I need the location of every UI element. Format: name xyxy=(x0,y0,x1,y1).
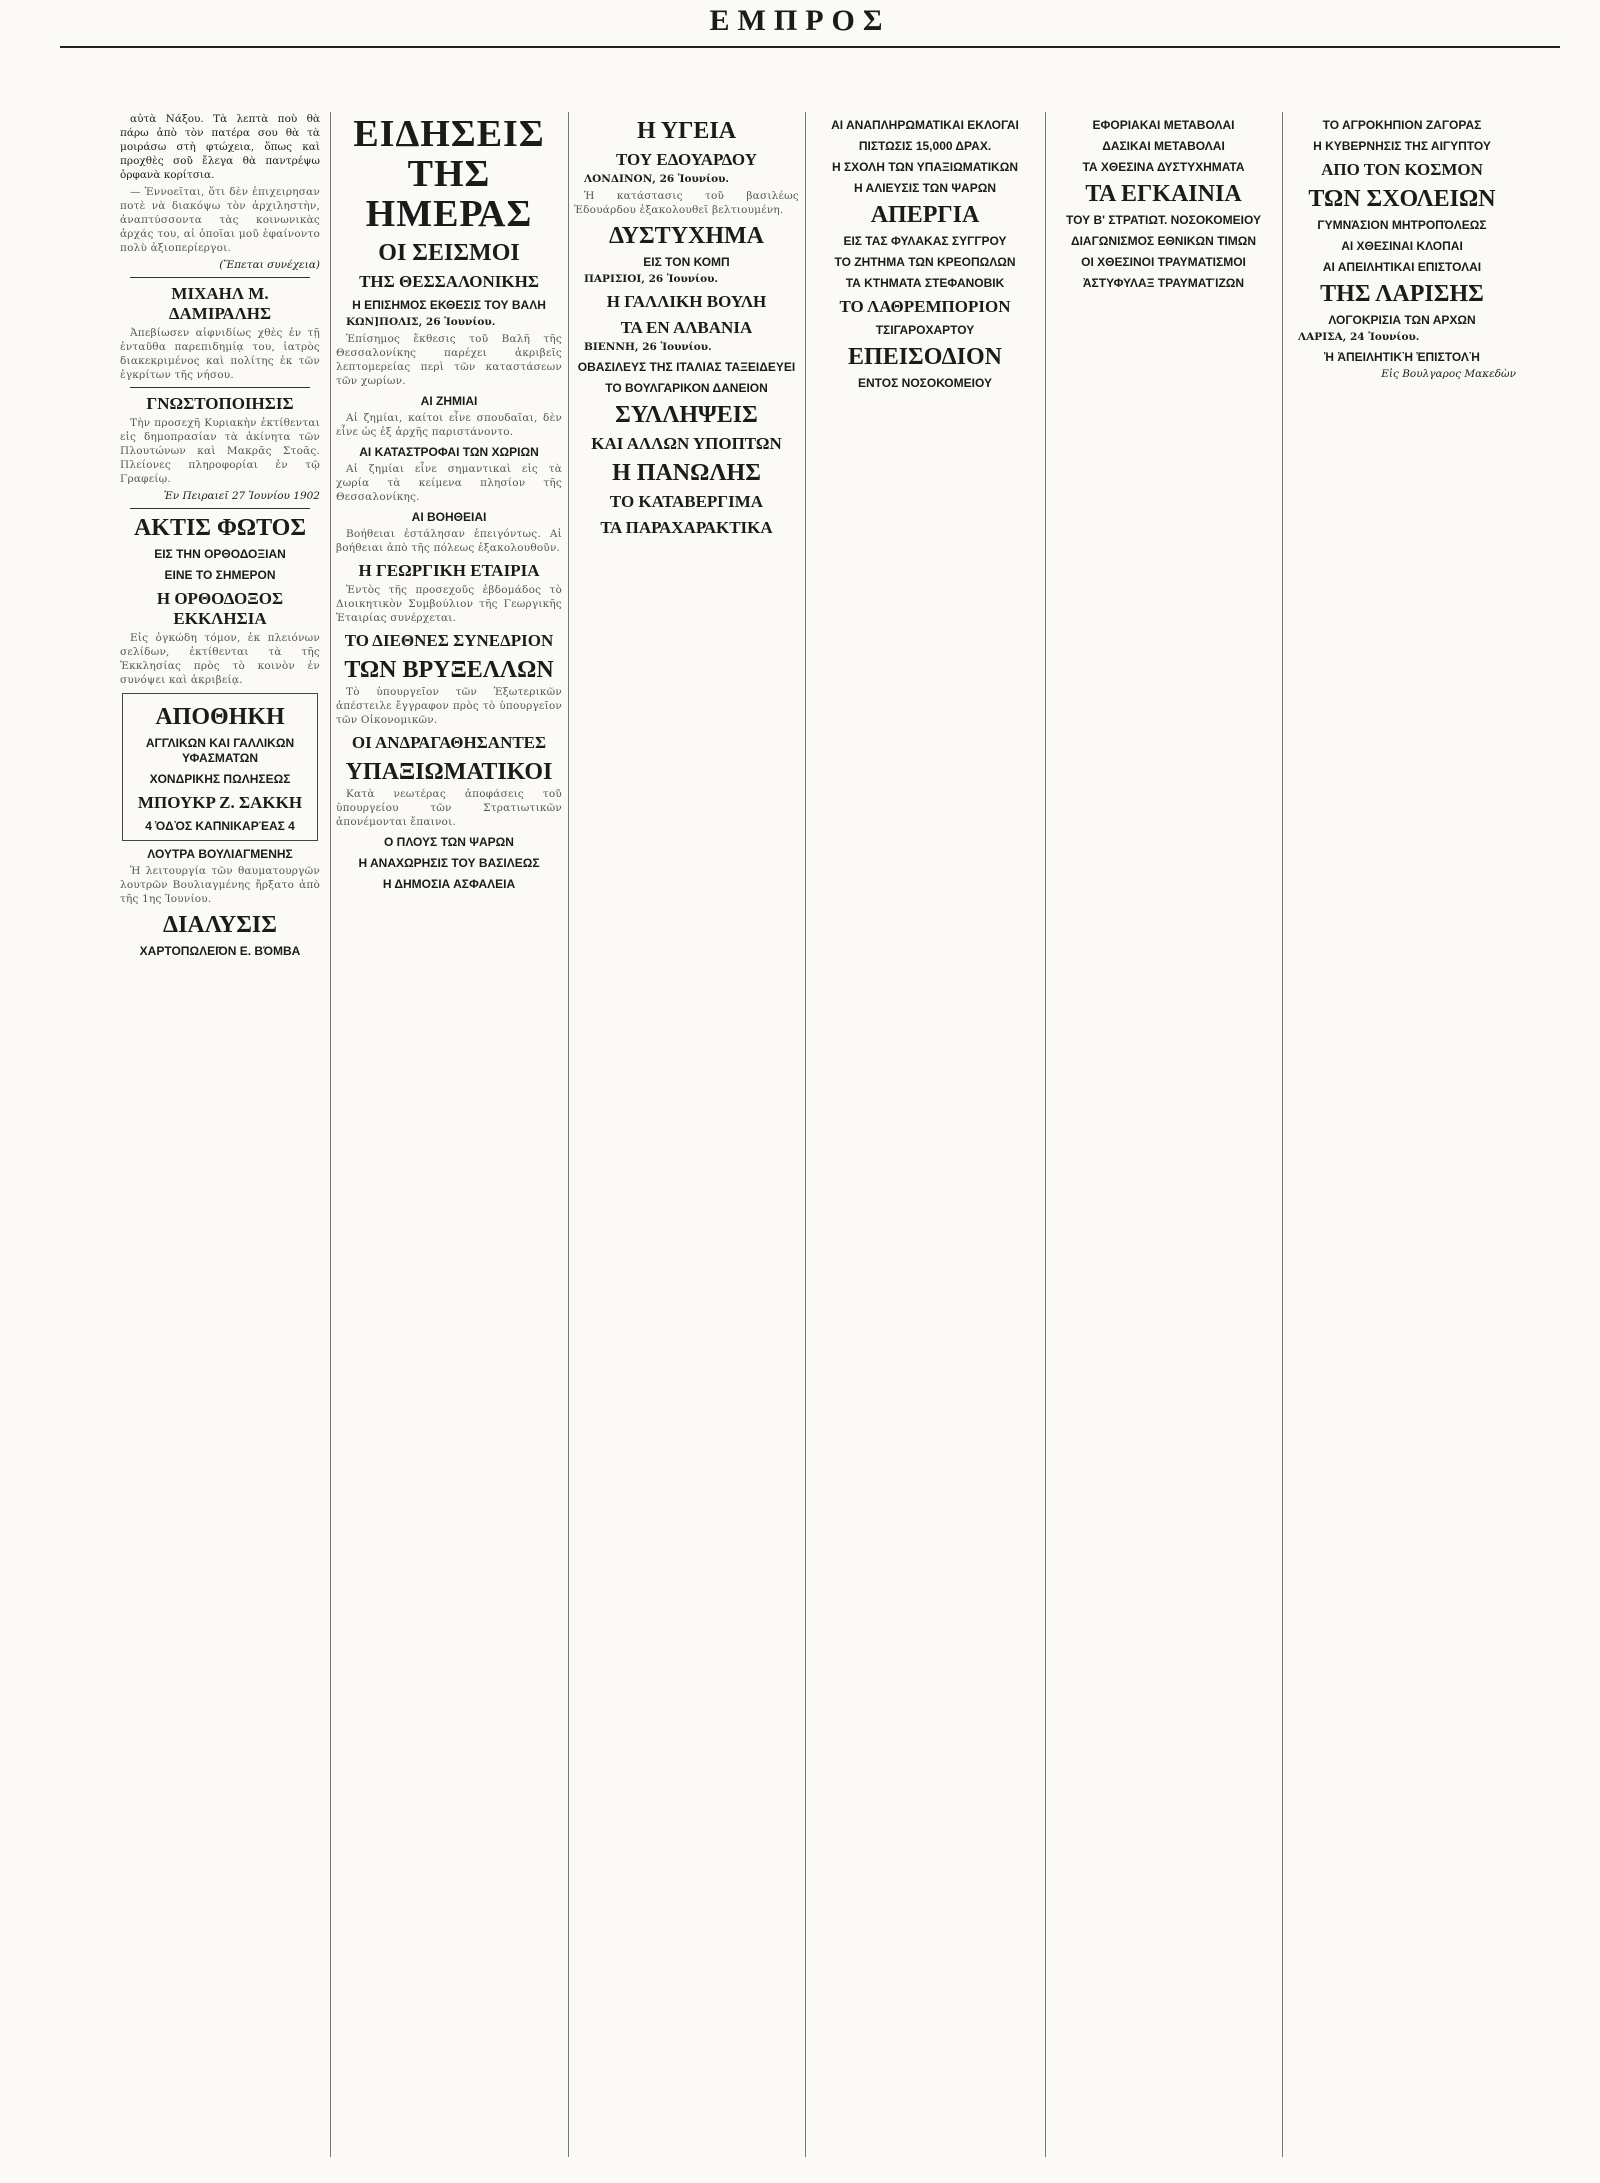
letters-subtitle: ΤΗΣ ΛΑΡΙΣΗΣ xyxy=(1320,281,1484,307)
damage-body: Αἱ ζημίαι, καίτοι εἶνε σπουδαῖαι, δὲν εἶνε ὡς ἐξ ἀρχῆς παριστάνοντο. xyxy=(336,412,562,438)
report-body: Ἐπίσημος ἔκθεσις τοῦ Βαλῆ τῆς Θεσσαλονίκης παρέχει ἀκριβεῖς λεπτομερείας περὶ τῶν καταστάσεων τῶν χωρίων. xyxy=(336,333,562,387)
agri-body: Ἐντὸς τῆς προσεχοῦς ἑβδομάδος τὸ Διοικητικὸν Συμβούλιον τῆς Γεωργικῆς Ἑταιρίας συνέρχεται. xyxy=(336,584,562,624)
trip-title: ΟΒΑΣΙΛΕΥΣ ΤΗΣ ΙΤΑΛΙΑΣ ΤΑΞΕΙΔΕΥΕΙ xyxy=(577,360,796,374)
chutes-title: ΤΑ ΧΘΕΣΙΝΑ ΔΥΣΤΥΧΗΜΑΤΑ xyxy=(1082,160,1245,174)
health-dateline: ΛΟΝΔΙΝΟΝ, 26 Ἰουνίου. xyxy=(584,173,730,185)
column-1 xyxy=(120,112,320,2152)
elections-title: ΑΙ ΑΝΑΠΛΗΡΩΜΑΤΙΚΑΙ ΕΚΛΟΓΑΙ xyxy=(831,118,1019,132)
strike-title: ΑΠΕΡΓΙΑ xyxy=(870,202,980,228)
opening-title: ΤΑ ΕΓΚΑΙΝΙΑ xyxy=(1085,181,1242,207)
threat-title: Ἡ ἈΠΕΙΛΗΤΙΚῊ ἘΠΙΣΤΟΛῊ xyxy=(1324,350,1480,364)
baths-body: Ἡ λειτουργία τῶν θαυματουργῶν λουτρῶν Βουλιαγμένης ἤρξατο ἀπὸ τῆς 1ης Ἰουνίου. xyxy=(120,865,320,905)
ad-name: ΜΠΟΥΚΡ Ζ. ΣΑΚΚΗ xyxy=(137,793,303,812)
damage-title: ΑΙ ΖΗΜΙΑΙ xyxy=(420,394,478,408)
accident-title: ΔΥΣΤΥΧΗΜΑ xyxy=(608,223,765,249)
rays-subtitle-2: ΕΙΝΕ ΤΟ ΣΗΜΕΡΟΝ xyxy=(164,568,276,582)
lottery-title: ΤΟ ΛΑΘΡΕΜΠΟΡΙΟΝ xyxy=(839,297,1011,316)
agri-title: Η ΓΕΩΡΓΙΚΗ ΕΤΑΙΡΙΑ xyxy=(358,561,540,580)
church-body: Εἰς ὀγκώδη τόμον, ἐκ πλειόνων σελίδων, ἐκτίθενται τὰ τῆς Ἐκκλησίας πρὸς τὸ κοινὸν ἐν συνόψει καὶ ἀκριβείᾳ. xyxy=(120,632,320,686)
ad-subtitle-2: ΧΟΝΔΡΙΚΗΣ ΠΩΛΗΣΕΩΣ xyxy=(149,772,291,786)
serial-body: — Ἐννοεῖται, ὅτι δὲν ἐπιχειρησαν ποτὲ νὰ διακόψω τὸν ἀρχιληστὴν, ἀναπτύσσοντα τὰς κοινωνικὰς ἀρχάς του, αἱ ὁποῖαι μοῦ ἐφαίνοντο πολὺ ἀξιοπερίεργοι. xyxy=(120,186,320,254)
schools-subtitle: ΤΩΝ ΣΧΟΛΕΙΩΝ xyxy=(1308,186,1496,212)
masthead-rule xyxy=(60,46,1560,48)
divider xyxy=(130,387,310,388)
officers-title: ΟΙ ΑΝΔΡΑΓΑΘΗΣΑΝΤΕΣ xyxy=(351,733,547,752)
divider xyxy=(130,508,310,509)
elections-subtitle: ΠΙΣΤΩΣΙΣ 15,000 ΔΡΑΧ. xyxy=(858,139,992,153)
officers-body: Κατὰ νεωτέρας ἀποφάσεις τοῦ ὑπουργείου τῶν Στρατιωτικῶν ἀπονέμονται ἔπαινοι. xyxy=(336,788,562,828)
column-divider xyxy=(568,112,569,2157)
brussels-subtitle: ΤΩΝ ΒΡΥΞΕΛΛΩΝ xyxy=(344,657,554,683)
dissolution-name: ΧΑΡΤΟΠΩΛΕΙ͂ΟΝ Ε. ΒΌΜΒΑ xyxy=(139,944,301,958)
schools-title: ΑΠΟ ΤΟΝ ΚΟΣΜΟΝ xyxy=(1321,160,1483,179)
arrests-title: ΣΥΛΛΗΨΕΙΣ xyxy=(615,402,758,428)
quake-title: ΟΙ ΣΕΙΣΜΟΙ xyxy=(378,240,520,266)
villages-body: Αἱ ζημίαι εἶνε σημαντικαὶ εἰς τὰ χωρία τὰ κείμενα πλησίον τῆς Θεσσαλονίκης. xyxy=(336,463,562,503)
loan-title: ΤΟ ΒΟΥΛΓΑΡΙΚΟΝ ΔΑΝΕΙΟΝ xyxy=(605,381,768,395)
health-body: Ἡ κατάστασις τοῦ βασιλέως Ἐδουάρδου ἐξακολουθεῖ βελτιουμένη. xyxy=(574,190,799,216)
obituary-body: Ἀπεβίωσεν αἰφνιδίως χθὲς ἐν τῇ ἐνταῦθα παρεπιδημίᾳ του, ἰατρὸς διακεκριμένος καὶ πολίτης ἐκ τῶν ἐγκρίτων τῆς νήσου. xyxy=(120,327,320,381)
brussels-title: ΤΟ ΔΙΕΘΝΕΣ ΣΥΝΕΔΡΙΟΝ xyxy=(344,631,554,650)
wounded-title: ΟΙ ΧΘΕΣΙΝΟΙ ΤΡΑΥΜΑΤΙΣΜΟΙ xyxy=(1081,255,1246,269)
gym-subtitle: ΓΥΜΝΆΣΙΟΝ ΜΗΤΡΟΠΌΛΕΩΣ xyxy=(1317,218,1487,232)
column-3 xyxy=(574,112,799,2152)
page-title: ΕΙΔΗΣΕΙΣ ΤΗΣ ΗΜΕΡΑΣ xyxy=(353,113,545,235)
forest-title: ΔΑΣΙΚΑΙ ΜΕΤΑΒΟΛΑΙ xyxy=(1102,139,1225,153)
notice-body: Τὴν προσεχῆ Κυριακὴν ἐκτίθενται εἰς δημοπρασίαν τὰ ἀκίνητα τῶν Πλουτώνων καὶ Μακρᾶς Στοᾶς. Πλείονες πληροφορίαι ἐν τῷ Γραφείῳ. xyxy=(120,417,320,485)
aid-title: ΑΙ ΒΟΗΘΕΙΑΙ xyxy=(411,510,487,524)
column-divider xyxy=(330,112,331,2157)
butchers-title: ΤΟ ΖΗΤΗΜΑ ΤΩΝ ΚΡΕΟΠΩΛΩΝ xyxy=(834,255,1016,269)
notice-place: Ἐν Πειραιεῖ 27 Ἰουνίου 1902 xyxy=(163,490,320,502)
divider xyxy=(130,277,310,278)
dissolution-title: ΔΙΑΛΥΣΙΣ xyxy=(163,912,277,938)
rays-subtitle: ΕΙΣ ΤΗΝ ΟΡΘΟΔΟΞΙΑΝ xyxy=(154,547,286,561)
incident-subtitle: ΕΝΤΟΣ ΝΟΣΟΚΟΜΕΙΟΥ xyxy=(858,376,992,390)
rays-title: ΑΚΤΙΣ ΦΩΤΟΣ xyxy=(133,515,307,541)
report-dateline: ΚΩΝ]ΠΟΛΙΣ, 26 Ἰουνίου. xyxy=(346,316,496,328)
masthead: ΕΜΠΡΟΣ xyxy=(709,4,891,37)
theft-title: ΑΙ ΧΘΕΣΙΝΑΙ ΚΛΟΠΑΙ xyxy=(1341,239,1463,253)
report-title: Η ΕΠΙΣΗΜΟΣ ΕΚΘΕΣΙΣ ΤΟΥ ΒΑΛΗ xyxy=(352,298,546,312)
column-divider xyxy=(805,112,806,2157)
column-2 xyxy=(336,112,562,2152)
incident-title: ΕΠΕΙΣΟΔΙΟΝ xyxy=(848,344,1002,370)
tax-title: ΕΦΟΡΙΑΚΑΙ ΜΕΤΑΒΟΛΑΙ xyxy=(1092,118,1235,132)
health-subtitle: ΤΟΥ ΕΔΟΥΑΡΔΟΥ xyxy=(616,150,757,169)
signature: Εἰς Βουλγαρος Μακεδὼν xyxy=(1381,368,1516,380)
villages-title: ΑΙ ΚΑΤΑΣΤΡΟΦΑΙ ΤΩΝ ΧΩΡΙΩΝ xyxy=(359,445,539,459)
accident-subtitle: ΕΙΣ ΤΟΝ ΚΟΜΠ xyxy=(643,255,730,269)
column-5 xyxy=(1051,112,1276,2152)
health-title: Η ΥΓΕΙΑ xyxy=(636,118,737,144)
column-divider xyxy=(1282,112,1283,2157)
estates-title: ΤΑ ΚΤΗΜΑΤΑ ΣΤΕΦΑΝΟΒΙΚ xyxy=(845,276,1005,290)
column-divider xyxy=(1045,112,1046,2157)
fishing-title: Η ΑΛΙΕΥΣΙΣ ΤΩΝ ΨΑΡΩΝ xyxy=(853,181,997,195)
serial-text: αὐτὰ Νάξου. Τὰ λεπτὰ ποὺ θὰ πάρω ἀπὸ τὸν πατέρα σου θὰ τὰ μοιράσω στὴ φτώχεια, ὅπως καὶ προχθὲς σοῦ ἔλεγα θὰ παντρέψω ὀρφανὰ κορίτσια. xyxy=(120,113,320,181)
church-title: Η ΟΡΘΟΔΟΞΟΣ ΕΚΚΛΗΣΙΑ xyxy=(156,589,284,628)
ad-address: 4 ὉΔῸΣ ΚΑΠΝΙΚΑΡΈΑΣ 4 xyxy=(145,819,295,833)
quake-subtitle: ΤΗΣ ΘΕΣΣΑΛΟΝΙΚΗΣ xyxy=(359,272,539,291)
contest-title: ΔΙΑΓΩΝΙΣΜΟΣ ΕΘΝΙΚΩΝ ΤΙΜΩΝ xyxy=(1070,234,1257,248)
column-6 xyxy=(1288,112,1516,2152)
censor-title: ΛΟΓΟΚΡΙΣΙΑ ΤΩΝ ΑΡΧΩΝ xyxy=(1328,313,1476,327)
continued-note: (Ἕπεται συνέχεια) xyxy=(219,259,320,271)
brussels-body: Τὸ ὑπουργεῖον τῶν Ἐξωτερικῶν ἀπέστειλε ἔγγραφον πρὸς τὸ ὑπουργεῖον τῶν Οἰκονομικῶν. xyxy=(336,686,562,726)
agri-school-title: ΤΟ ΑΓΡΟΚΗΠΙΟΝ ΖΑΓΟΡΑΣ xyxy=(1322,118,1482,132)
lottery-subtitle: ΤΣΙΓΑΡΟΧΑΡΤΟΥ xyxy=(875,323,975,337)
arrests-subtitle: ΚΑΙ ΑΛΛΩΝ ΥΠΟΠΤΩΝ xyxy=(591,434,782,453)
smuggle-title: ΤΑ ΠΑΡΑΧΑΡΑΚΤΙΚΑ xyxy=(600,518,773,537)
school-title: Η ΣΧΟΛΗ ΤΩΝ ΥΠΑΞΙΩΜΑΤΙΚΩΝ xyxy=(831,160,1019,174)
fish-title: Ο ΠΛΟΥΣ ΤΩΝ ΨΑΡΩΝ xyxy=(384,835,514,849)
aid-body: Βοήθειαι ἐστάλησαν ἐπειγόντως. Αἱ βοήθειαι ἀπὸ τῆς πόλεως ἐξακολουθοῦν. xyxy=(336,528,562,554)
king-title: Η ΑΝΑΧΩΡΗΣΙΣ ΤΟΥ ΒΑΣΙΛΕΩΣ xyxy=(358,856,540,870)
albania-title: ΤΑ ΕΝ ΑΛΒΑΝΙΑ xyxy=(620,318,753,337)
wounded-subtitle: ἈΣΤΥΦΥΛΑΞ ΤΡΑΥΜΑΤΊΖΩΝ xyxy=(1082,276,1245,290)
french-title: Η ΓΑΛΛΙΚΗ ΒΟΥΛΗ xyxy=(606,292,767,311)
officers-subtitle: ΥΠΑΞΙΩΜΑΤΙΚΟΙ xyxy=(345,759,553,785)
plague-title: Η ΠΑΝΩΛΗΣ xyxy=(612,460,761,486)
security-title: Η ΔΗΜΟΣΙΑ ΑΣΦΑΛΕΙΑ xyxy=(382,877,516,891)
obituary-title: ΜΙΧΑΗΛ Μ. ΔΑΜΙΡΑΛΗΣ xyxy=(168,284,272,323)
ad-subtitle: ΑΓΓΛΙΚΩΝ ΚΑΙ ΓΑΛΛΙΚΩΝ ΥΦΑΣΜΑΤΩΝ xyxy=(145,736,295,765)
column-4 xyxy=(811,112,1039,2152)
vienna-dateline: ΒΙΕΝΝΗ, 26 Ἰουνίου. xyxy=(584,341,712,353)
egypt-title: Η ΚΥΒΕΡΝΗΣΙΣ ΤΗΣ ΑΙΓΥΠΤΟΥ xyxy=(1313,139,1491,153)
raid-title: ΤΟ ΚΑΤΑΒΕΡΓΙΜΑ xyxy=(609,492,764,511)
ad-title: ΑΠΟΘΗΚΗ xyxy=(155,704,285,730)
accident-dateline: ΠΑΡΙΣΙΟΙ, 26 Ἰουνίου. xyxy=(584,273,719,285)
shop-advertisement xyxy=(122,693,318,841)
censor-dateline: ΛΑΡΙΣΑ, 24 Ἰουνίου. xyxy=(1298,331,1420,343)
notice-title: ΓΝΩΣΤΟΠΟΙΗΣΙΣ xyxy=(146,394,294,413)
letters-title: ΑΙ ΑΠΕΙΛΗΤΙΚΑΙ ΕΠΙΣΤΟΛΑΙ xyxy=(1322,260,1482,274)
opening-subtitle: ΤΟΥ Β' ΣΤΡΑΤΙΩΤ. ΝΟΣΟΚΟΜΕΙΟΥ xyxy=(1066,213,1261,227)
strike-subtitle: ΕΙΣ ΤΑΣ ΦΥΛΑΚΑΣ ΣΥΓΓΡΟΥ xyxy=(843,234,1007,248)
baths-title: ΛΟΥΤΡΑ ΒΟΥΛΙΑΓΜΕΝΗΣ xyxy=(147,847,293,861)
